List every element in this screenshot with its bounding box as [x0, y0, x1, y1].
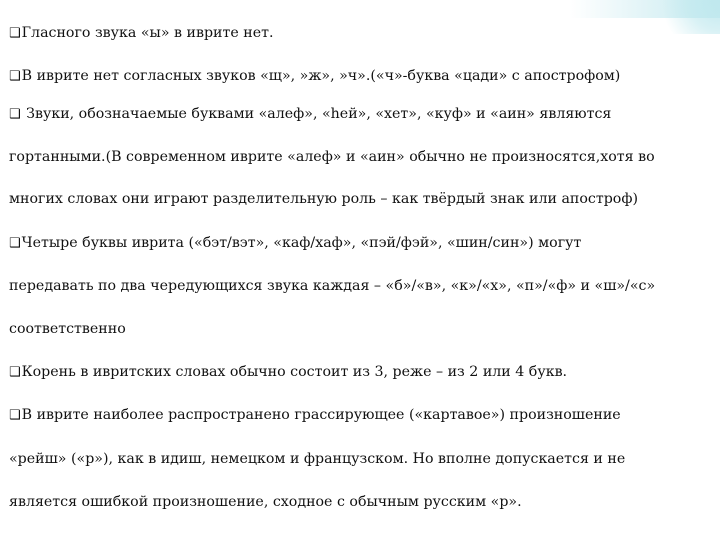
text-line-3 [9, 105, 611, 124]
text-line-1 [9, 24, 273, 43]
checkbox-bullet-icon: ❑ [9, 69, 21, 84]
checkbox-bullet-icon: ❑ [9, 26, 21, 41]
line-text: В иврите нет согласных звуков «щ», »ж», »ч».(«ч»-буква «цади» с апострофом) [21, 68, 621, 84]
text-line-8 [9, 320, 126, 338]
line-text: Корень в ивритских словах обычно состоит из 3, реже – из 2 или 4 букв. [21, 364, 568, 380]
text-line-10 [9, 406, 621, 425]
text-line-4 [9, 148, 655, 166]
text-line-12 [9, 493, 522, 511]
checkbox-bullet-icon: ❑ [9, 408, 21, 423]
text-line-5 [9, 190, 638, 208]
line-text: многих словах они играют разделительную роль – как твёрдый знак или апостроф) [9, 191, 638, 207]
checkbox-bullet-icon: ❑ [9, 365, 21, 380]
line-text: соответственно [9, 321, 126, 337]
text-line-7 [9, 277, 655, 295]
line-text: Гласного звука «ы» в иврите нет. [21, 25, 274, 41]
decorative-corner-glow [650, 0, 720, 34]
text-line-11 [9, 450, 625, 468]
checkbox-bullet-icon: ❑ [9, 107, 21, 122]
checkbox-bullet-icon: ❑ [9, 236, 21, 251]
text-line-2 [9, 67, 620, 86]
line-text: Четыре буквы иврита («бэт/вэт», «каф/хаф», «пэй/фэй», «шин/син») могут [21, 235, 582, 251]
text-line-6 [9, 234, 581, 253]
text-line-9 [9, 363, 567, 382]
line-text: В иврите наиболее распространено грассирующее («картавое») произношение [21, 407, 621, 423]
line-text: Звуки, обозначаемые буквами «алеф», «hей», «хет», «куф» и «аин» являются [21, 106, 612, 122]
line-text: передавать по два чередующихся звука каждая – «б»/«в», «к»/«х», «п»/«ф» и «ш»/«с» [9, 278, 656, 294]
line-text: гортанными.(В современном иврите «алеф» и «аин» обычно не произносятся,хотя во [9, 149, 655, 165]
line-text: «рейш» («р»), как в идиш, немецком и французском. Но вполне допускается и не [9, 451, 626, 467]
line-text: является ошибкой произношение, сходное с обычным русским «р». [9, 494, 522, 510]
